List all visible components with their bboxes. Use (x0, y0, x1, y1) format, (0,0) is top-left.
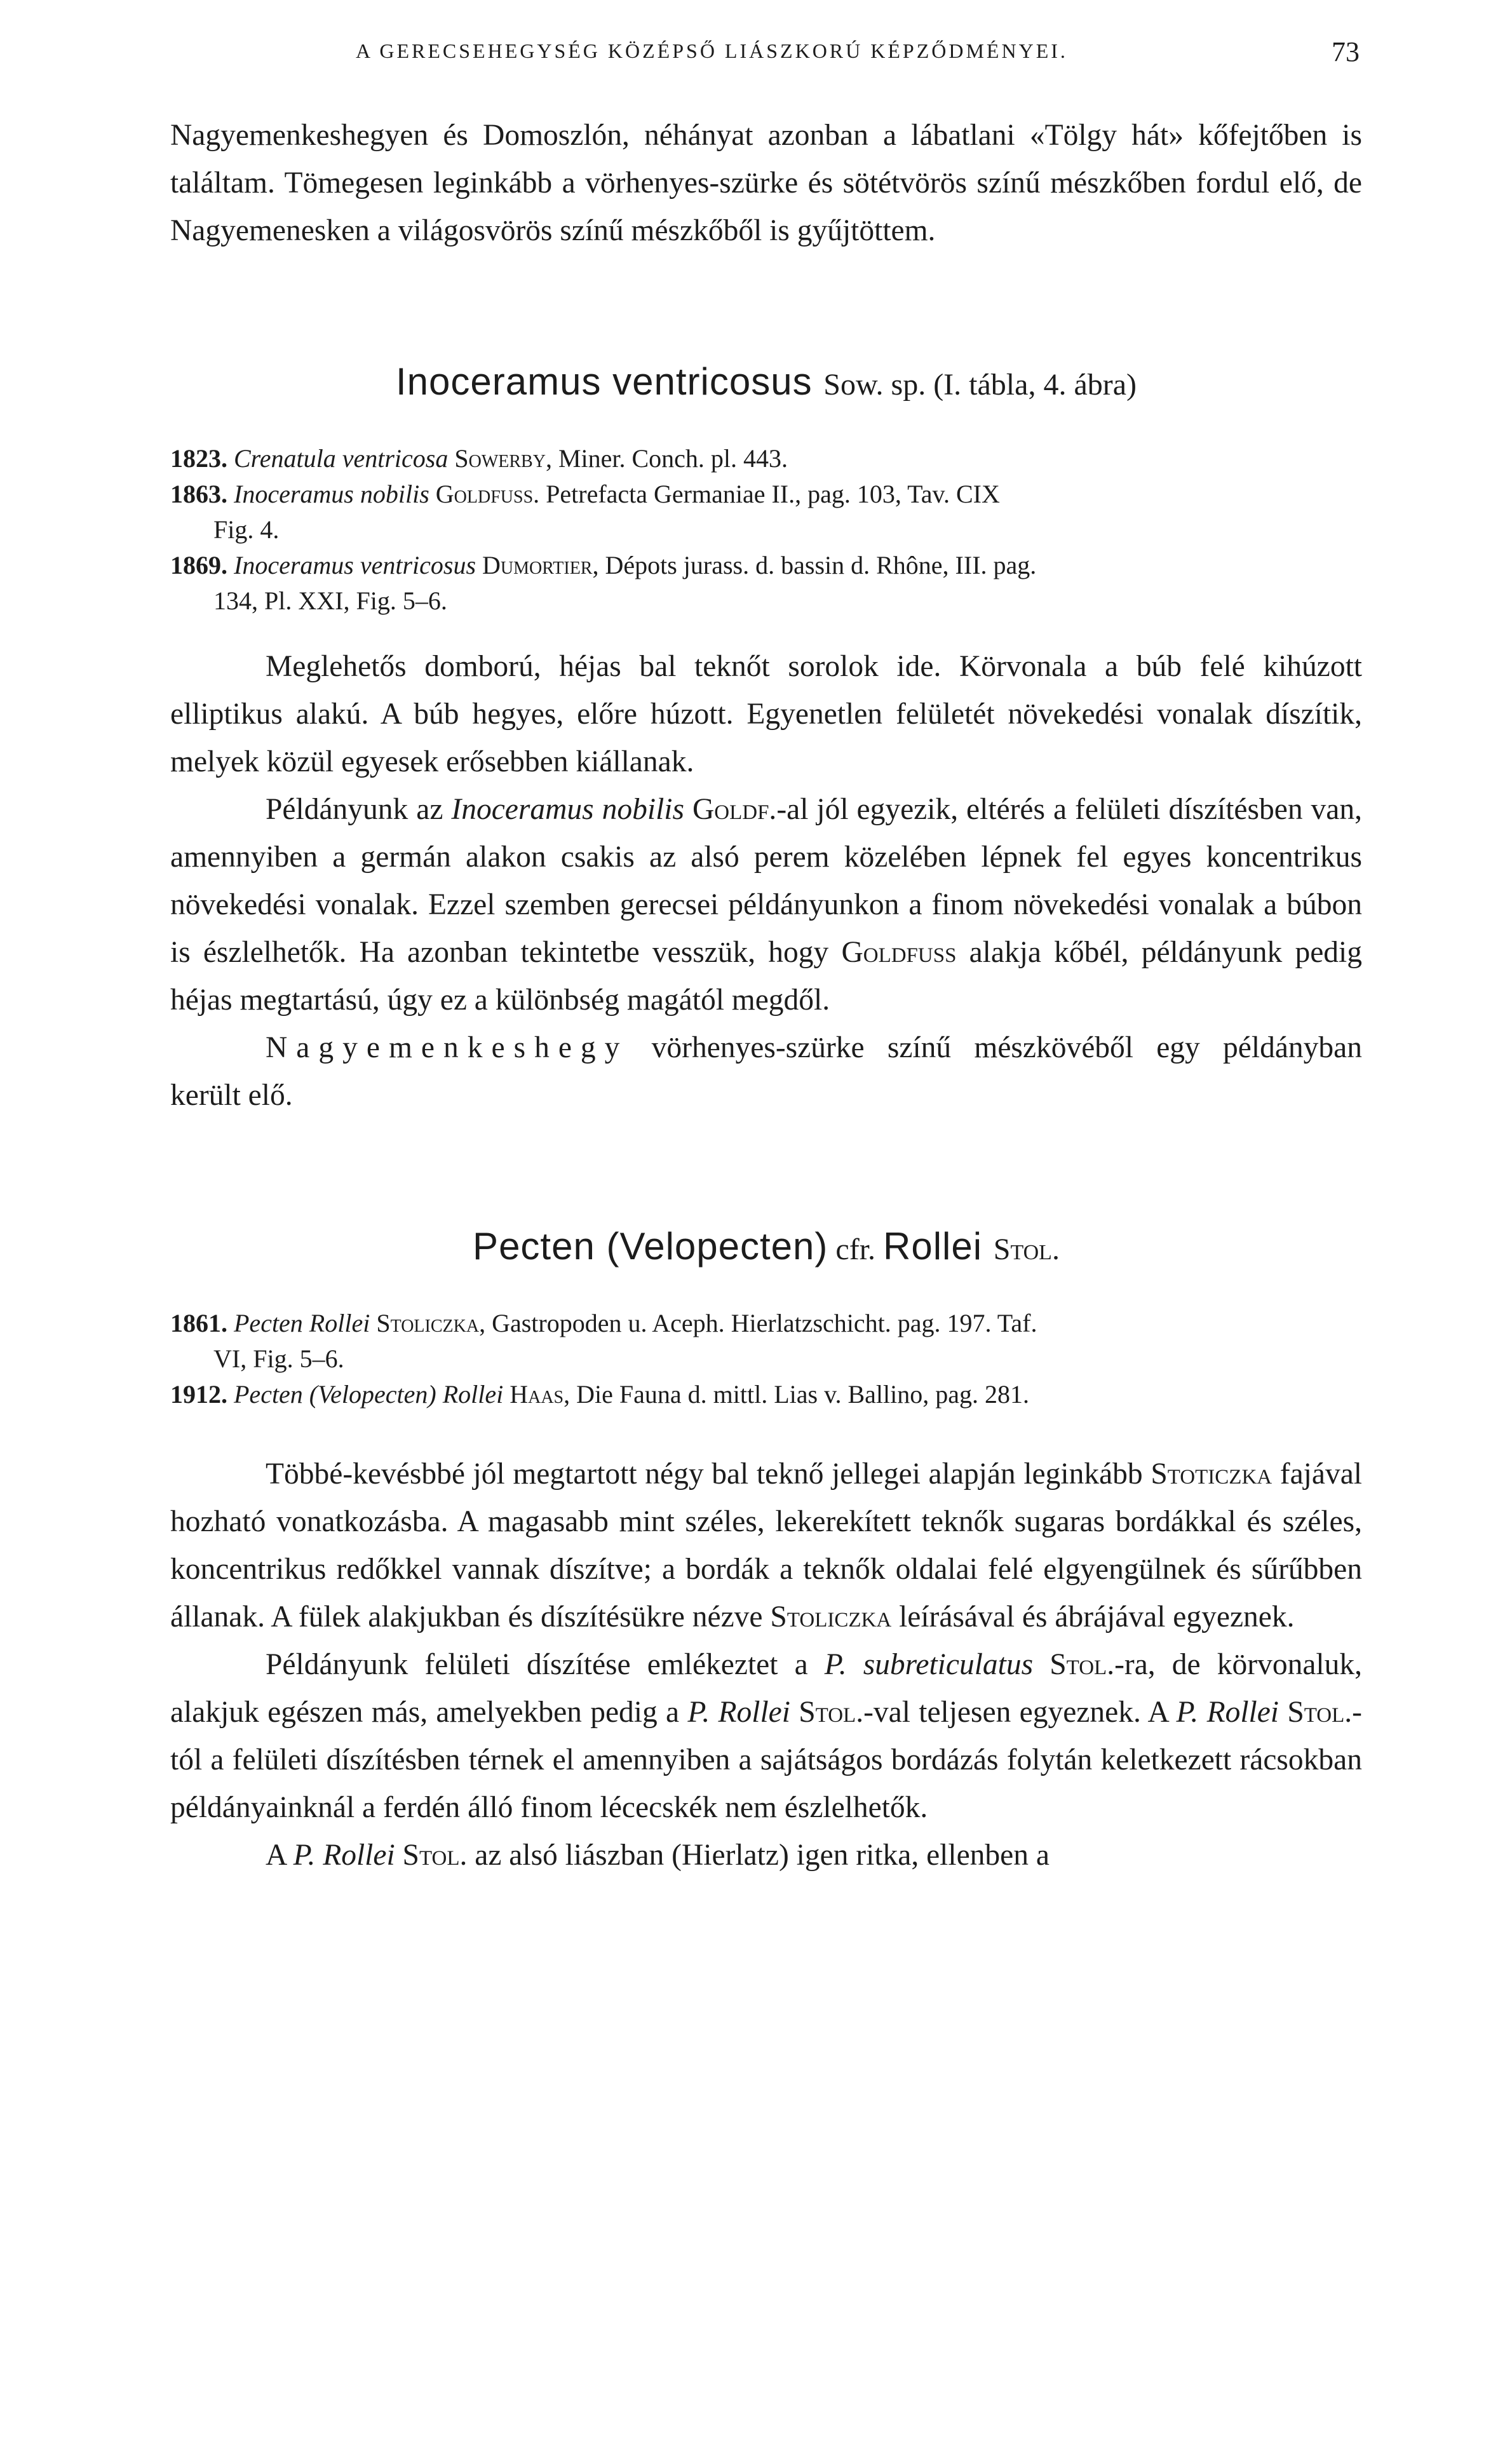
comparison-paragraph: Példányunk az Inoceramus nobilis Goldf.-al jól egyezik, eltérés a felületi díszítésben van, amennyiben a germán alakon csakis az alsó perem közelében lépnek fel egyes koncentrikus növekedési vonalak. Ezzel szemben gerecsei példányunkon a finom növekedési vonalak a búbon is észlelhetők. Ha azonban tekintetbe vesszük, hogy Goldfuss alakja kőbél, példányunk pedig héjas megtartású, úgy ez a különbség magától megdől. (170, 793, 1363, 1017)
page-number: 73 (1332, 36, 1360, 67)
description-paragraph: Meglehetős domború, héjas bal teknőt sorolok ide. Körvonala a búb felé kihúzott elliptikus alakú. A búb hegyes, előre húzott. Egyenetlen felületét növekedési vonalak díszítik, melyek közül egyesek erősebben kiállanak. (170, 650, 1362, 778)
comparison-paragraph: Példányunk felületi díszítése emlékeztet a P. subreticulatus Stol.-ra, de körvonaluk, alakjuk egészen más, amelyekben pedig a P. Rollei Stol.-val teljesen egyeznek. A P. Rollei Stol.-tól a felületi díszítésben térnek el amennyiben a sajátságos bordázás folytán keletkezett rácsokban példányainknál a ferdén álló finom lécecskék nem észlelhetők. (170, 1648, 1362, 1824)
synonym-entry: 1869. Inoceramus ventricosus Dumortier, Dépots jurass. d. bassin d. Rhône, III. pag. 134, Pl. XXI, Fig. 5–6. (170, 551, 1037, 615)
species-heading-inoceramus (170, 356, 1362, 410)
intro-paragraph: Nagyemenkeshegyen és Domoszlón, néhányat azonban a lábatlani «Tölgy hát» kőfejtőben is találtam. Tömegesen leginkább a vörhenyes-szürke és sötétvörös színű mészkőben fordul elő, de Nagyemenesken a világosvörös színű mészkőből is gyűjtöttem. (170, 119, 1362, 247)
species-name: Pecten (Velopecten) (473, 1225, 828, 1268)
page-body (170, 112, 1362, 1879)
description-paragraph: Többé-kevésbbé jól megtartott négy bal teknő jellegei alapján leginkább Stoticzka fajával hozható vonatkozásba. A magasabb mint széles, lekerekített teknők sugaras bordákkal és széles, koncentrikus redőkkel vannak díszítve; a bordák a teknők oldalai felé elgyengülnek és sűrűbben állanak. A fülek alakjukban és díszítésükre nézve Stoliczka leírásával és ábrájával egyeznek. (170, 1457, 1362, 1633)
running-header (172, 36, 1360, 78)
species-name-2: Rollei (883, 1225, 983, 1268)
running-title: A GERECSEHEGYSÉG KÖZÉPSŐ LIÁSZKORÚ KÉPZŐDMÉNYEI. (356, 39, 1068, 62)
synonym-entry: 1912. Pecten (Velopecten) Rollei Haas, Die Fauna d. mittl. Lias v. Ballino, pag. 281. (170, 1380, 1029, 1409)
species-author: Stol. (993, 1233, 1060, 1266)
synonym-entry: 1861. Pecten Rollei Stoliczka, Gastropoden u. Aceph. Hierlatzschicht. pag. 197. Taf. VI, Fig. 5–6. (170, 1309, 1037, 1373)
synonym-entry: 1863. Inoceramus nobilis Goldfuss. Petrefacta Germaniae II., pag. 103, Tav. CIX Fig. 4. (170, 480, 1000, 544)
species-author: Sow. sp. (I. tábla, 4. ábra) (823, 368, 1137, 402)
species-name: Inoceramus ventricosus (395, 360, 813, 403)
species-heading-pecten: Pecten (Velopecten) cfr. Rollei Stol. (473, 1225, 1060, 1268)
synonym-entry: 1823. Crenatula ventricosa Sowerby, Miner. Conch. pl. 443. (170, 444, 788, 473)
occurrence-paragraph: A P. Rollei Stol. az alsó liászban (Hierlatz) igen ritka, ellenben a (266, 1839, 1050, 1872)
locality-paragraph: Nagyemenkeshegy vörhenyes-szürke színű mészkövéből egy példányban került elő. (170, 1031, 1362, 1112)
